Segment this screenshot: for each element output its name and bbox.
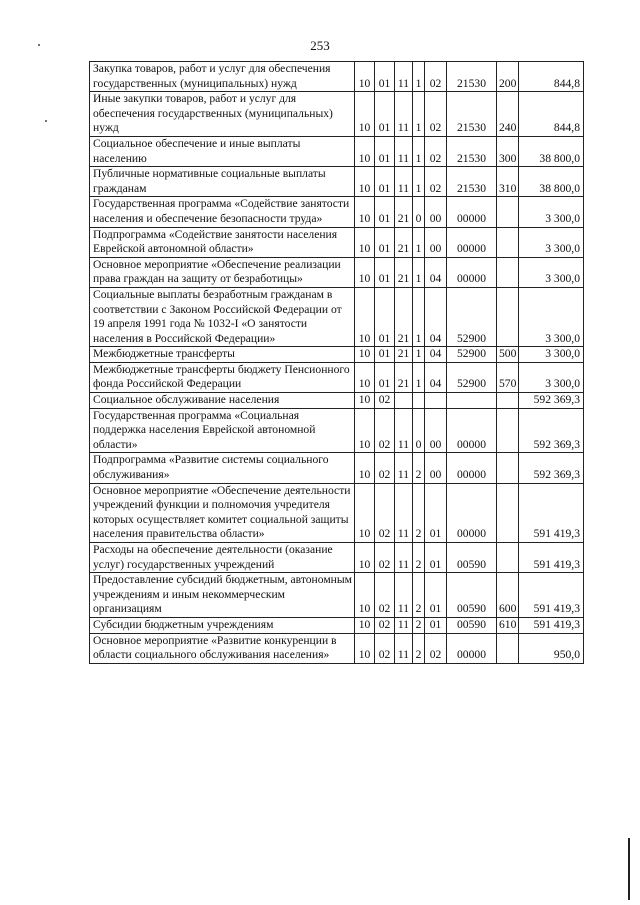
- row-section: 10: [355, 136, 375, 166]
- row-expense-type: 600: [497, 573, 519, 618]
- row-section: 10: [355, 453, 375, 483]
- table-row: [90, 167, 584, 197]
- row-amount: 591 419,3: [519, 573, 584, 618]
- row-direction: 00000: [447, 483, 497, 542]
- row-section: 10: [355, 573, 375, 618]
- row-direction: 52900: [447, 347, 497, 363]
- scan-speck: [45, 120, 47, 122]
- page-edge-mark: [628, 838, 630, 900]
- row-subsection: 02: [375, 617, 395, 633]
- row-program: 21: [395, 287, 413, 346]
- row-activity: 02: [425, 62, 447, 92]
- row-direction: 00000: [447, 633, 497, 663]
- row-amount: 3 300,0: [519, 287, 584, 346]
- table-row: [90, 197, 584, 227]
- row-program: 11: [395, 617, 413, 633]
- row-section: 10: [355, 347, 375, 363]
- row-direction: 00590: [447, 573, 497, 618]
- row-direction: 21530: [447, 62, 497, 92]
- row-subsection: 01: [375, 136, 395, 166]
- row-program: 21: [395, 197, 413, 227]
- row-name: Межбюджетные трансферты: [90, 347, 355, 363]
- row-subsection: 02: [375, 393, 395, 409]
- row-name: Предоставление субсидий бюджетным, автономным учреждениям и иным некоммерческим организациям: [90, 573, 355, 618]
- row-subsection: 02: [375, 543, 395, 573]
- table-row: [90, 362, 584, 392]
- row-subprogram: 1: [413, 362, 425, 392]
- row-subprogram: 2: [413, 633, 425, 663]
- row-expense-type: [497, 453, 519, 483]
- row-activity: 01: [425, 617, 447, 633]
- row-amount: 844,8: [519, 62, 584, 92]
- row-activity: 00: [425, 197, 447, 227]
- row-expense-type: [497, 257, 519, 287]
- row-expense-type: [497, 227, 519, 257]
- row-activity: 01: [425, 483, 447, 542]
- row-name: Социальное обслуживание населения: [90, 393, 355, 409]
- row-activity: [425, 393, 447, 409]
- row-amount: 592 369,3: [519, 408, 584, 453]
- row-section: 10: [355, 287, 375, 346]
- row-section: 10: [355, 197, 375, 227]
- row-amount: 38 800,0: [519, 136, 584, 166]
- row-direction: 00000: [447, 453, 497, 483]
- row-direction: 00000: [447, 197, 497, 227]
- row-subsection: 02: [375, 453, 395, 483]
- row-subprogram: 1: [413, 92, 425, 137]
- row-program: 21: [395, 347, 413, 363]
- row-amount: 3 300,0: [519, 347, 584, 363]
- row-subsection: 01: [375, 347, 395, 363]
- row-activity: 02: [425, 92, 447, 137]
- row-subsection: 02: [375, 573, 395, 618]
- row-amount: 592 369,3: [519, 393, 584, 409]
- row-expense-type: [497, 633, 519, 663]
- row-name: Межбюджетные трансферты бюджету Пенсионного фонда Российской Федерации: [90, 362, 355, 392]
- table-row: [90, 393, 584, 409]
- row-direction: 21530: [447, 167, 497, 197]
- row-expense-type: [497, 408, 519, 453]
- row-subprogram: 0: [413, 408, 425, 453]
- row-direction: 21530: [447, 136, 497, 166]
- row-expense-type: [497, 483, 519, 542]
- row-section: 10: [355, 167, 375, 197]
- table-row: [90, 633, 584, 663]
- row-direction: 00000: [447, 227, 497, 257]
- row-subprogram: 2: [413, 543, 425, 573]
- row-program: 11: [395, 453, 413, 483]
- row-name: Иные закупки товаров, работ и услуг для обеспечения государственных (муниципальных) нужд: [90, 92, 355, 137]
- row-name: Основное мероприятие «Обеспечение деятельности учреждений функции и полномочия учредителя которых осуществляет комитет социальной защиты населения правительства области»: [90, 483, 355, 542]
- row-section: 10: [355, 92, 375, 137]
- row-direction: 00590: [447, 543, 497, 573]
- row-subprogram: 1: [413, 287, 425, 346]
- row-activity: 02: [425, 167, 447, 197]
- scan-speck: [38, 44, 40, 46]
- table-row: [90, 287, 584, 346]
- row-activity: 04: [425, 347, 447, 363]
- budget-table: [89, 61, 584, 664]
- row-name: Расходы на обеспечение деятельности (оказание услуг) государственных учреждений: [90, 543, 355, 573]
- row-program: 11: [395, 543, 413, 573]
- row-expense-type: [497, 287, 519, 346]
- row-program: 11: [395, 633, 413, 663]
- row-activity: 02: [425, 633, 447, 663]
- row-program: 11: [395, 408, 413, 453]
- row-section: 10: [355, 362, 375, 392]
- row-expense-type: 610: [497, 617, 519, 633]
- row-activity: 04: [425, 287, 447, 346]
- row-name: Основное мероприятие «Развитие конкуренции в области социального обслуживания населения»: [90, 633, 355, 663]
- row-program: 21: [395, 257, 413, 287]
- row-name: Государственная программа «Содействие занятости населения и обеспечение безопасности труда»: [90, 197, 355, 227]
- row-amount: 38 800,0: [519, 167, 584, 197]
- row-program: 21: [395, 227, 413, 257]
- row-subsection: 01: [375, 362, 395, 392]
- row-subsection: 01: [375, 167, 395, 197]
- row-direction: 00590: [447, 617, 497, 633]
- table-row: [90, 257, 584, 287]
- row-name: Государственная программа «Социальная поддержка населения Еврейской автономной области»: [90, 408, 355, 453]
- row-expense-type: [497, 393, 519, 409]
- row-subprogram: 1: [413, 257, 425, 287]
- row-subprogram: 1: [413, 347, 425, 363]
- row-expense-type: 200: [497, 62, 519, 92]
- row-expense-type: 500: [497, 347, 519, 363]
- row-expense-type: 310: [497, 167, 519, 197]
- table-row: [90, 408, 584, 453]
- page-number: 253: [310, 38, 330, 53]
- table-row: [90, 92, 584, 137]
- row-subprogram: [413, 393, 425, 409]
- row-activity: 04: [425, 362, 447, 392]
- row-activity: 01: [425, 543, 447, 573]
- row-subprogram: 2: [413, 483, 425, 542]
- row-program: 11: [395, 136, 413, 166]
- table-row: [90, 62, 584, 92]
- row-program: 11: [395, 92, 413, 137]
- row-activity: 01: [425, 573, 447, 618]
- table-row: [90, 227, 584, 257]
- row-expense-type: [497, 543, 519, 573]
- row-section: 10: [355, 408, 375, 453]
- row-subprogram: 2: [413, 617, 425, 633]
- row-program: [395, 393, 413, 409]
- row-name: Социальное обеспечение и иные выплаты населению: [90, 136, 355, 166]
- row-expense-type: 570: [497, 362, 519, 392]
- table-row: [90, 136, 584, 166]
- table-row: [90, 617, 584, 633]
- row-amount: 3 300,0: [519, 197, 584, 227]
- row-amount: 3 300,0: [519, 362, 584, 392]
- row-expense-type: 240: [497, 92, 519, 137]
- row-amount: 591 419,3: [519, 617, 584, 633]
- row-subsection: 02: [375, 408, 395, 453]
- row-program: 11: [395, 483, 413, 542]
- row-name: Субсидии бюджетным учреждениям: [90, 617, 355, 633]
- table-row: [90, 453, 584, 483]
- row-amount: 591 419,3: [519, 543, 584, 573]
- row-amount: 3 300,0: [519, 227, 584, 257]
- row-name: Закупка товаров, работ и услуг для обеспечения государственных (муниципальных) нужд: [90, 62, 355, 92]
- row-expense-type: 300: [497, 136, 519, 166]
- row-direction: 00000: [447, 408, 497, 453]
- row-subprogram: 1: [413, 167, 425, 197]
- row-subprogram: 1: [413, 62, 425, 92]
- row-direction: 52900: [447, 362, 497, 392]
- row-section: 10: [355, 483, 375, 542]
- row-subprogram: 2: [413, 453, 425, 483]
- row-section: 10: [355, 617, 375, 633]
- row-name: Подпрограмма «Содействие занятости населения Еврейской автономной области»: [90, 227, 355, 257]
- row-subsection: 01: [375, 257, 395, 287]
- row-amount: 950,0: [519, 633, 584, 663]
- row-subsection: 01: [375, 92, 395, 137]
- row-name: Публичные нормативные социальные выплаты гражданам: [90, 167, 355, 197]
- row-subsection: 01: [375, 287, 395, 346]
- row-activity: 04: [425, 257, 447, 287]
- row-section: 10: [355, 62, 375, 92]
- table-row: [90, 543, 584, 573]
- row-activity: 00: [425, 453, 447, 483]
- row-subprogram: 1: [413, 136, 425, 166]
- row-activity: 00: [425, 227, 447, 257]
- row-amount: 591 419,3: [519, 483, 584, 542]
- row-direction: 00000: [447, 257, 497, 287]
- row-subsection: 02: [375, 483, 395, 542]
- table-row: [90, 483, 584, 542]
- table-row: [90, 573, 584, 618]
- row-subprogram: 0: [413, 197, 425, 227]
- row-subprogram: 2: [413, 573, 425, 618]
- row-subprogram: 1: [413, 227, 425, 257]
- row-activity: 00: [425, 408, 447, 453]
- row-amount: 3 300,0: [519, 257, 584, 287]
- row-section: 10: [355, 393, 375, 409]
- row-program: 21: [395, 362, 413, 392]
- row-expense-type: [497, 197, 519, 227]
- row-activity: 02: [425, 136, 447, 166]
- row-subsection: 01: [375, 62, 395, 92]
- row-program: 11: [395, 62, 413, 92]
- row-name: Социальные выплаты безработным гражданам в соответствии с Законом Российской Федерации от 19 апреля 1991 года № 1032-I «О занятости населения в Российской Федерации»: [90, 287, 355, 346]
- row-amount: 844,8: [519, 92, 584, 137]
- row-program: 11: [395, 573, 413, 618]
- row-section: 10: [355, 633, 375, 663]
- row-section: 10: [355, 257, 375, 287]
- table-row: [90, 347, 584, 363]
- row-subsection: 01: [375, 227, 395, 257]
- row-subsection: 02: [375, 633, 395, 663]
- row-amount: 592 369,3: [519, 453, 584, 483]
- row-section: 10: [355, 543, 375, 573]
- row-name: Основное мероприятие «Обеспечение реализации права граждан на защиту от безработицы»: [90, 257, 355, 287]
- row-subsection: 01: [375, 197, 395, 227]
- row-program: 11: [395, 167, 413, 197]
- row-direction: 52900: [447, 287, 497, 346]
- row-section: 10: [355, 227, 375, 257]
- row-direction: [447, 393, 497, 409]
- row-direction: 21530: [447, 92, 497, 137]
- row-name: Подпрограмма «Развитие системы социального обслуживания»: [90, 453, 355, 483]
